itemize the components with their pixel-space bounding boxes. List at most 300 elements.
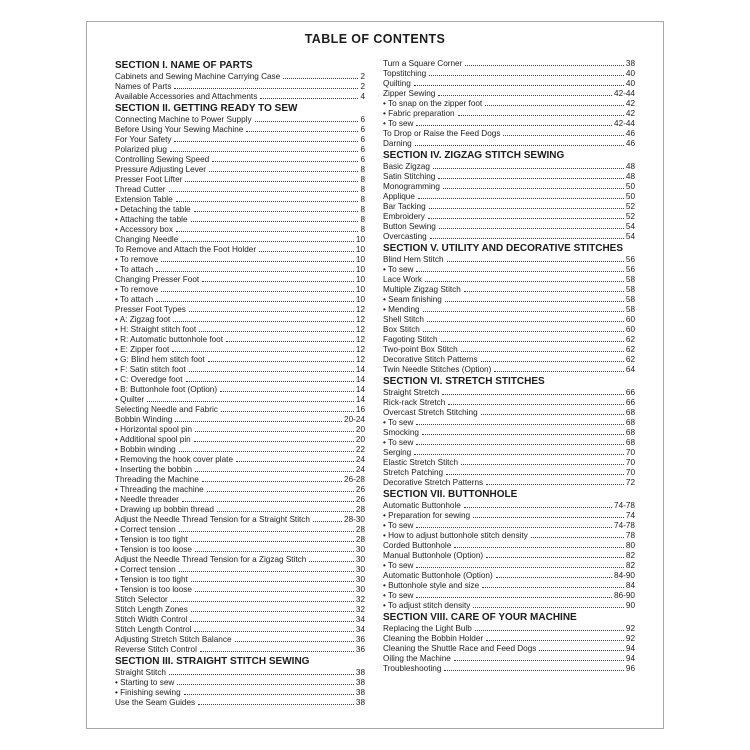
toc-entry-title: Monogramming	[383, 182, 440, 191]
toc-entry-page-number: 4	[360, 92, 365, 101]
toc-entry-page-number: 16	[355, 405, 365, 414]
toc-entry	[383, 69, 635, 79]
leader-dots	[464, 291, 624, 292]
toc-entry	[115, 565, 365, 575]
toc-entry-page-number: 6	[360, 155, 365, 164]
toc-entry-page-number: 70	[625, 448, 635, 457]
leader-dots	[235, 641, 354, 642]
toc-entry-page-number: 30	[355, 575, 365, 584]
toc-entry-page-number: 8	[360, 215, 365, 224]
toc-entry	[115, 668, 365, 678]
leader-dots	[179, 571, 354, 572]
leader-dots	[442, 394, 623, 395]
toc-entry	[115, 698, 365, 708]
leader-dots	[169, 191, 359, 192]
toc-entry-title: • How to adjust buttonhole stitch density	[383, 531, 528, 540]
toc-entry	[115, 595, 365, 605]
toc-entry	[115, 305, 365, 315]
toc-entry-page-number: 42-44	[614, 119, 635, 128]
toc-entry-page-number: 42	[625, 99, 635, 108]
leader-dots	[430, 238, 624, 239]
toc-entry	[383, 478, 635, 488]
leader-dots	[226, 341, 354, 342]
toc-entry-title: • To sew	[383, 438, 414, 447]
toc-entry-title: • Horizontal spool pin	[115, 425, 193, 434]
leader-dots	[170, 151, 359, 152]
toc-entry-title: Stitch Width Control	[115, 615, 188, 624]
leader-dots	[185, 181, 358, 182]
toc-entry	[115, 415, 365, 425]
toc-entry-page-number: 8	[360, 225, 365, 234]
leader-dots	[441, 341, 624, 342]
toc-column-right	[383, 59, 635, 708]
toc-entry-title: Decorative Stretch Patterns	[383, 478, 484, 487]
toc-entry-title: • Seam finishing	[383, 295, 442, 304]
leader-dots	[416, 567, 623, 568]
toc-entry-title: • Correct tension	[115, 565, 176, 574]
leader-dots	[446, 474, 624, 475]
section-heading: SECTION VIII. CARE OF YOUR MACHINE	[383, 612, 577, 623]
leader-dots	[481, 361, 624, 362]
leader-dots	[198, 704, 354, 705]
toc-entry-title: • F: Satin stitch foot	[115, 365, 186, 374]
toc-entry	[115, 335, 365, 345]
leader-dots	[195, 551, 354, 552]
leader-dots	[448, 404, 624, 405]
toc-columns	[115, 59, 635, 708]
toc-entry-title: Smocking	[383, 428, 419, 437]
leader-dots	[494, 371, 624, 372]
toc-entry-page-number: 30	[355, 565, 365, 574]
toc-entry	[383, 591, 635, 601]
toc-entry-title: • To sew	[383, 521, 414, 530]
leader-dots	[461, 351, 624, 352]
toc-entry-title: • H: Straight stitch foot	[115, 325, 197, 334]
toc-entry-page-number: 10	[355, 235, 365, 244]
toc-entry-title: • Detaching the table	[115, 205, 191, 214]
section-heading: SECTION III. STRAIGHT STITCH SEWING	[115, 656, 310, 667]
toc-entry-title: Stitch Selector	[115, 595, 168, 604]
toc-entry	[115, 585, 365, 595]
leader-dots	[208, 361, 354, 362]
toc-entry-title: Bobbin Winding	[115, 415, 173, 424]
toc-entry	[115, 215, 365, 225]
toc-entry-title: Replacing the Light Bulb	[383, 624, 472, 633]
toc-entry-page-number: 42-44	[614, 89, 635, 98]
toc-entry-page-number: 6	[360, 125, 365, 134]
toc-entry	[115, 265, 365, 275]
toc-entry-title: Changing Presser Foot	[115, 275, 200, 284]
toc-entry-page-number: 66	[625, 388, 635, 397]
leader-dots	[461, 464, 624, 465]
leader-dots	[172, 351, 354, 352]
toc-entry-page-number: 92	[625, 634, 635, 643]
leader-dots	[212, 161, 358, 162]
toc-entry-title: • To attach	[115, 265, 154, 274]
toc-entry-title: • Inserting the bobbin	[115, 465, 193, 474]
toc-entry-title: Stretch Patching	[383, 468, 444, 477]
toc-entry	[383, 89, 635, 99]
toc-entry-page-number: 74-78	[614, 521, 635, 530]
toc-entry	[383, 129, 635, 139]
leader-dots	[200, 651, 354, 652]
leader-dots	[186, 381, 354, 382]
toc-entry-title: Cleaning the Bobbin Holder	[383, 634, 484, 643]
toc-entry-page-number: 38	[355, 688, 365, 697]
toc-entry-page-number: 8	[360, 185, 365, 194]
toc-entry-title: Straight Stretch	[383, 388, 440, 397]
toc-entry	[115, 355, 365, 365]
toc-entry-page-number: 62	[625, 355, 635, 364]
toc-entry-title: • Drawing up bobbin thread	[115, 505, 214, 514]
toc-entry-page-number: 14	[355, 365, 365, 374]
leader-dots	[443, 188, 624, 189]
leader-dots	[416, 271, 623, 272]
toc-entry	[383, 275, 635, 285]
leader-dots	[171, 601, 354, 602]
leader-dots	[161, 291, 354, 292]
toc-entry	[383, 172, 635, 182]
toc-entry-title: Two-point Box Stitch	[383, 345, 458, 354]
toc-entry-title: • To snap on the zipper foot	[383, 99, 483, 108]
toc-entry	[115, 525, 365, 535]
toc-entry-title: Before Using Your Sewing Machine	[115, 125, 244, 134]
toc-entry	[383, 388, 635, 398]
leader-dots	[191, 581, 354, 582]
toc-entry	[383, 581, 635, 591]
toc-entry	[383, 365, 635, 375]
leader-dots	[195, 591, 354, 592]
leader-dots	[473, 607, 624, 608]
toc-entry	[383, 109, 635, 119]
leader-dots	[179, 531, 354, 532]
leader-dots	[416, 125, 612, 126]
leader-dots	[464, 507, 612, 508]
toc-entry	[115, 345, 365, 355]
toc-entry-page-number: 26-28	[344, 475, 365, 484]
toc-entry-page-number: 66	[625, 398, 635, 407]
toc-entry	[115, 485, 365, 495]
toc-entry-page-number: 14	[355, 395, 365, 404]
toc-entry	[115, 295, 365, 305]
toc-entry-page-number: 32	[355, 595, 365, 604]
toc-entry-page-number: 64	[625, 365, 635, 374]
toc-entry-page-number: 68	[625, 428, 635, 437]
toc-entry-title: Applique	[383, 192, 415, 201]
toc-entry-title: Cleaning the Shuttle Race and Feed Dogs	[383, 644, 537, 653]
toc-entry-page-number: 38	[625, 59, 635, 68]
toc-entry	[383, 335, 635, 345]
toc-entry-title: Zipper Sewing	[383, 89, 436, 98]
toc-entry	[115, 155, 365, 165]
leader-dots	[194, 441, 354, 442]
toc-entry-title: Controlling Sewing Speed	[115, 155, 210, 164]
toc-entry-page-number: 84-90	[614, 571, 635, 580]
leader-dots	[433, 168, 624, 169]
toc-entry-page-number: 92	[625, 624, 635, 633]
leader-dots	[184, 694, 354, 695]
toc-entry-page-number: 6	[360, 145, 365, 154]
leader-dots	[475, 630, 624, 631]
toc-entry-page-number: 48	[625, 162, 635, 171]
toc-entry-page-number: 2	[360, 82, 365, 91]
section-heading: SECTION I. NAME OF PARTS	[115, 60, 253, 71]
toc-entry-title: Darning	[383, 139, 412, 148]
toc-entry-title: • Needle threader	[115, 495, 179, 504]
leader-dots	[195, 471, 354, 472]
toc-entry-page-number: 54	[625, 222, 635, 231]
toc-entry	[383, 664, 635, 674]
toc-entry-title: • R: Automatic buttonhole foot	[115, 335, 224, 344]
toc-entry-title: Adjust the Needle Thread Tension for a Straight Stitch	[115, 515, 310, 524]
toc-entry-title: • Buttonhole style and size	[383, 581, 480, 590]
toc-entry-page-number: 30	[355, 585, 365, 594]
toc-entry	[115, 535, 365, 545]
toc-entry	[383, 551, 635, 561]
toc-entry-title: • E: Zipper foot	[115, 345, 170, 354]
toc-entry-page-number: 6	[360, 135, 365, 144]
leader-dots	[176, 201, 359, 202]
toc-entry-page-number: 48	[625, 172, 635, 181]
toc-entry-title: • Accessory box	[115, 225, 173, 234]
toc-entry-page-number: 94	[625, 644, 635, 653]
toc-entry	[383, 644, 635, 654]
toc-entry-title: • Mending	[383, 305, 420, 314]
toc-entry-title: Automatic Buttonhole (Option)	[383, 571, 493, 580]
toc-entry-title: Blind Hem Stitch	[383, 255, 444, 264]
toc-entry	[115, 575, 365, 585]
section-heading: SECTION II. GETTING READY TO SEW	[115, 103, 298, 114]
toc-entry-page-number: 32	[355, 605, 365, 614]
toc-entry-page-number: 50	[625, 182, 635, 191]
toc-entry-title: Twin Needle Stitches (Option)	[383, 365, 492, 374]
toc-entry-title: Shell Stitch	[383, 315, 424, 324]
toc-entry	[383, 222, 635, 232]
toc-entry-page-number: 10	[355, 285, 365, 294]
leader-dots	[486, 640, 624, 641]
toc-entry-page-number: 68	[625, 438, 635, 447]
leader-dots	[503, 135, 623, 136]
leader-dots	[191, 611, 354, 612]
leader-dots	[156, 301, 354, 302]
toc-entry-title: • Threading the machine	[115, 485, 204, 494]
toc-entry	[115, 275, 365, 285]
toc-entry-title: Use the Seam Guides	[115, 698, 196, 707]
toc-entry-page-number: 12	[355, 345, 365, 354]
leader-dots	[496, 577, 612, 578]
toc-entry-page-number: 28	[355, 505, 365, 514]
leader-dots	[255, 121, 359, 122]
toc-entry-title: Fagoting Stitch	[383, 335, 438, 344]
leader-dots	[429, 75, 624, 76]
toc-entry-page-number: 46	[625, 139, 635, 148]
toc-entry-title: • To remove	[115, 255, 159, 264]
toc-entry-title: Bar Tacking	[383, 202, 426, 211]
toc-entry-page-number: 10	[355, 245, 365, 254]
leader-dots	[199, 331, 354, 332]
toc-entry-page-number: 90	[625, 601, 635, 610]
toc-entry-title: Overcasting	[383, 232, 427, 241]
leader-dots	[416, 424, 623, 425]
toc-entry-page-number: 74	[625, 511, 635, 520]
toc-entry-page-number: 42	[625, 109, 635, 118]
toc-entry-title: • To adjust stitch density	[383, 601, 471, 610]
toc-entry-title: Automatic Buttonhole	[383, 501, 461, 510]
toc-entry-page-number: 38	[355, 678, 365, 687]
toc-entry-page-number: 22	[355, 445, 365, 454]
toc-entry-page-number: 60	[625, 315, 635, 324]
toc-entry	[115, 365, 365, 375]
section-heading: SECTION VI. STRETCH STITCHES	[383, 376, 545, 387]
leader-dots	[156, 271, 354, 272]
leader-dots	[444, 670, 623, 671]
leader-dots	[175, 421, 342, 422]
leader-dots	[486, 484, 624, 485]
toc-entry-title: Presser Foot Types	[115, 305, 186, 314]
toc-entry	[115, 395, 365, 405]
toc-entry	[383, 139, 635, 149]
toc-entry	[383, 285, 635, 295]
leader-dots	[486, 557, 624, 558]
toc-entry	[115, 92, 365, 102]
toc-entry-title: • A: Zigzag foot	[115, 315, 171, 324]
leader-dots	[481, 414, 624, 415]
toc-entry-title: • To sew	[383, 561, 414, 570]
toc-entry-page-number: 28	[355, 535, 365, 544]
toc-entry-title: • To sew	[383, 119, 414, 128]
toc-entry-title: • Fabric preparation	[383, 109, 455, 118]
leader-dots	[414, 85, 624, 86]
toc-entry-page-number: 20	[355, 435, 365, 444]
toc-entry-page-number: 84	[625, 581, 635, 590]
toc-entry	[115, 205, 365, 215]
toc-entry	[115, 475, 365, 485]
toc-entry-title: Selecting Needle and Fabric	[115, 405, 218, 414]
leader-dots	[189, 371, 354, 372]
toc-entry	[115, 625, 365, 635]
toc-entry-page-number: 58	[625, 285, 635, 294]
toc-entry	[383, 571, 635, 581]
toc-entry-page-number: 24	[355, 455, 365, 464]
leader-dots	[176, 231, 359, 232]
toc-entry	[383, 634, 635, 644]
toc-entry-title: Changing Needle	[115, 235, 179, 244]
toc-entry-page-number: 30	[355, 545, 365, 554]
toc-entry	[115, 375, 365, 385]
leader-dots	[174, 141, 358, 142]
toc-entry-page-number: 52	[625, 202, 635, 211]
toc-entry	[115, 315, 365, 325]
toc-entry	[115, 678, 365, 688]
toc-entry-page-number: 12	[355, 315, 365, 324]
leader-dots	[428, 218, 624, 219]
toc-entry-page-number: 58	[625, 275, 635, 284]
leader-dots	[236, 461, 354, 462]
toc-entry-title: Embroidery	[383, 212, 425, 221]
toc-entry-page-number: 40	[625, 79, 635, 88]
toc-entry-page-number: 68	[625, 418, 635, 427]
leader-dots	[416, 527, 612, 528]
toc-entry-title: • Quilter	[115, 395, 145, 404]
toc-entry-title: Extension Table	[115, 195, 173, 204]
leader-dots	[418, 198, 624, 199]
toc-entry	[115, 425, 365, 435]
toc-entry	[383, 398, 635, 408]
toc-entry	[383, 265, 635, 275]
toc-entry	[115, 445, 365, 455]
toc-entry	[115, 385, 365, 395]
leader-dots	[445, 301, 624, 302]
toc-entry-title: Stitch Length Control	[115, 625, 192, 634]
leader-dots	[220, 391, 354, 392]
toc-entry-title: Basic Zigzag	[383, 162, 430, 171]
toc-entry	[383, 428, 635, 438]
leader-dots	[202, 481, 342, 482]
toc-entry	[383, 654, 635, 664]
toc-entry-title: Serging	[383, 448, 412, 457]
toc-entry	[115, 495, 365, 505]
toc-entry-page-number: 78	[625, 531, 635, 540]
leader-dots	[439, 228, 624, 229]
leader-dots	[539, 650, 624, 651]
toc-entry-page-number: 28-30	[344, 515, 365, 524]
toc-entry	[383, 448, 635, 458]
toc-entry	[115, 545, 365, 555]
leader-dots	[173, 321, 354, 322]
leader-dots	[246, 131, 358, 132]
toc-entry-page-number: 56	[625, 265, 635, 274]
toc-entry-page-number: 12	[355, 325, 365, 334]
toc-entry-title: • Tension is too tight	[115, 575, 188, 584]
toc-entry-page-number: 74-78	[614, 501, 635, 510]
toc-entry-title: • Tension is too loose	[115, 585, 192, 594]
toc-entry-title: • To remove	[115, 285, 159, 294]
toc-entry-title: Oiling the Machine	[383, 654, 451, 663]
toc-entry-title: • Starting to sew	[115, 678, 175, 687]
toc-entry-title: • Additional spool pin	[115, 435, 191, 444]
leader-dots	[465, 65, 624, 66]
toc-entry	[115, 465, 365, 475]
section-heading: SECTION IV. ZIGZAG STITCH SEWING	[383, 150, 565, 161]
toc-entry-title: For Your Safety	[115, 135, 172, 144]
toc-entry	[383, 182, 635, 192]
toc-entry	[115, 645, 365, 655]
leader-dots	[423, 331, 624, 332]
toc-entry-title: Presser Foot Lifter	[115, 175, 183, 184]
toc-entry	[383, 438, 635, 448]
toc-entry-title: Pressure Adjusting Lever	[115, 165, 207, 174]
toc-entry	[383, 99, 635, 109]
leader-dots	[447, 261, 624, 262]
toc-entry-title: Adjusting Stretch Stitch Balance	[115, 635, 232, 644]
section-heading: SECTION V. UTILITY AND DECORATIVE STITCHES	[383, 243, 624, 254]
leader-dots	[221, 411, 354, 412]
toc-entry-title: Lace Work	[383, 275, 422, 284]
toc-entry	[115, 435, 365, 445]
leader-dots	[309, 561, 354, 562]
toc-entry	[115, 185, 365, 195]
toc-entry	[383, 531, 635, 541]
toc-entry-title: Manual Buttonhole (Option)	[383, 551, 484, 560]
toc-entry-title: • To sew	[383, 265, 414, 274]
toc-entry-page-number: 26	[355, 495, 365, 504]
toc-entry	[383, 511, 635, 521]
toc-entry-title: Cabinets and Sewing Machine Carrying Case	[115, 72, 281, 81]
leader-dots	[179, 451, 354, 452]
toc-entry-page-number: 10	[355, 265, 365, 274]
leader-dots	[531, 537, 624, 538]
toc-entry-page-number: 6	[360, 115, 365, 124]
